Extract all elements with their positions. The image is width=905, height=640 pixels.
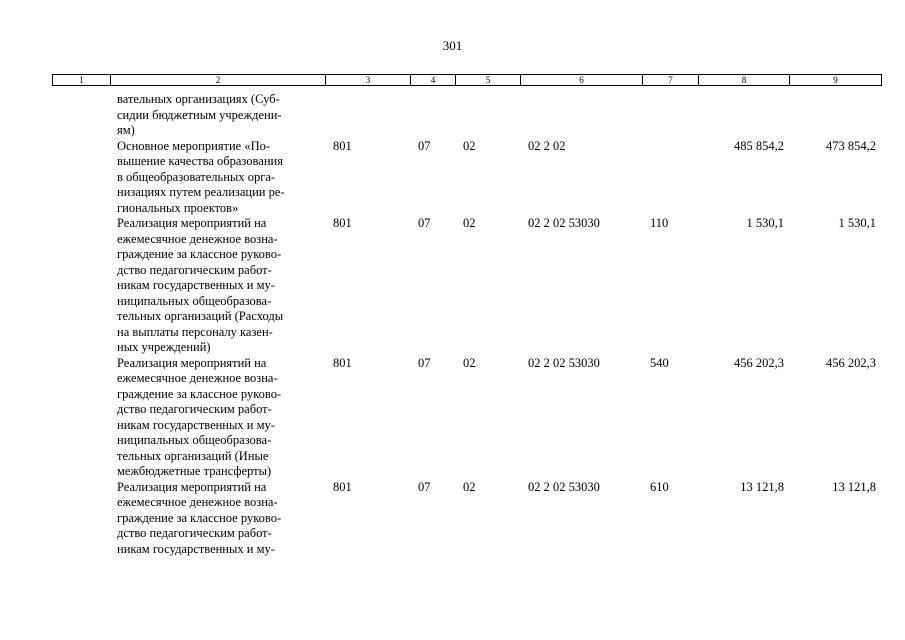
row-name-line: низациях путем реализации ре-	[117, 185, 285, 199]
row-name-line: на выплаты персоналу казен-	[117, 324, 273, 339]
cell-c5: 02	[463, 479, 476, 494]
cell-c7: 610	[650, 479, 669, 494]
row-name-line: тельных организаций (Иные	[117, 448, 269, 463]
cell-c3: 801	[333, 216, 352, 230]
row-name	[117, 139, 332, 217]
header-col-1: 1	[53, 75, 111, 86]
cell-c9: 1 530,1	[838, 216, 876, 230]
row-name-line: никам государственных и му-	[117, 278, 275, 292]
row-name-line: межбюджетные трансферты)	[117, 464, 272, 478]
row-name-line: граждение за классное руково-	[117, 510, 282, 525]
cell-c7: 540	[650, 355, 669, 370]
row-name	[117, 216, 332, 356]
row-name	[117, 480, 332, 558]
cell-c4: 07	[418, 355, 431, 370]
row-name-line: никам государственных и му-	[117, 417, 275, 432]
cell-c6: 02 2 02	[528, 138, 566, 153]
column-number-header	[52, 74, 882, 86]
row-name-line: ежемесячное денежное возна-	[117, 231, 278, 246]
table-row	[0, 216, 905, 356]
cell-c9: 13 121,8	[832, 479, 876, 494]
row-name-line: дство педагогическим работ-	[117, 526, 272, 540]
cell-c7: 110	[650, 216, 669, 230]
cell-c8: 485 854,2	[734, 138, 784, 153]
row-name-line: граждение за классное руково-	[117, 247, 282, 261]
row-name-line: вышение качества образования	[117, 154, 283, 168]
row-name-line: Реализация мероприятий на	[117, 479, 267, 494]
row-name	[117, 356, 332, 480]
cell-c3: 801	[333, 479, 352, 494]
row-name-line: гиональных проектов»	[117, 200, 239, 215]
row-name-line: никам государственных и му-	[117, 541, 275, 556]
row-name-line: ежемесячное денежное возна-	[117, 495, 278, 509]
cell-c5: 02	[463, 138, 476, 153]
cell-c8: 456 202,3	[734, 355, 784, 370]
row-name-line: граждение за классное руково-	[117, 386, 282, 401]
cell-c6: 02 2 02 53030	[528, 216, 600, 230]
cell-c5: 02	[463, 355, 476, 370]
table-row	[0, 92, 905, 139]
row-name-line: вательных организациях (Суб-	[117, 92, 280, 106]
row-name-line: Реализация мероприятий на	[117, 216, 267, 230]
row-name-line: ям)	[117, 123, 135, 137]
cell-c4: 07	[418, 138, 431, 153]
cell-c6: 02 2 02 53030	[528, 355, 600, 370]
row-name-line: тельных организаций (Расходы	[117, 309, 284, 323]
header-col-5: 5	[456, 75, 521, 86]
budget-table-body	[0, 92, 905, 557]
cell-c4: 07	[418, 216, 431, 230]
row-name	[117, 92, 332, 139]
row-name-line: сидии бюджетным учреждени-	[117, 107, 282, 122]
cell-c3: 801	[333, 138, 352, 153]
cell-c6: 02 2 02 53030	[528, 479, 600, 494]
row-name-line: ниципальных общеобразова-	[117, 433, 272, 447]
table-row	[0, 356, 905, 480]
cell-c8: 13 121,8	[740, 479, 784, 494]
header-col-9: 9	[790, 75, 882, 86]
cell-c3: 801	[333, 355, 352, 370]
row-name-line: Реализация мероприятий на	[117, 355, 267, 370]
cell-c5: 02	[463, 216, 476, 230]
row-name-line: в общеобразовательных орга-	[117, 169, 276, 184]
row-name-line: дство педагогическим работ-	[117, 262, 272, 277]
header-col-3: 3	[326, 75, 411, 86]
table-row	[0, 480, 905, 558]
page-number: 301	[442, 38, 463, 53]
cell-c4: 07	[418, 479, 431, 494]
row-name-line: Основное мероприятие «По-	[117, 138, 271, 153]
header-col-4: 4	[411, 75, 456, 86]
cell-c8: 1 530,1	[746, 216, 784, 230]
row-name-line: ниципальных общеобразова-	[117, 293, 272, 308]
row-name-line: ежемесячное денежное возна-	[117, 371, 278, 385]
header-col-2: 2	[111, 75, 326, 86]
cell-c9: 456 202,3	[826, 355, 876, 370]
header-col-8: 8	[699, 75, 790, 86]
row-name-line: ных учреждений)	[117, 340, 211, 354]
cell-c9: 473 854,2	[826, 138, 876, 153]
header-col-6: 6	[521, 75, 643, 86]
table-row	[0, 139, 905, 217]
row-name-line: дство педагогическим работ-	[117, 402, 272, 416]
header-col-7: 7	[643, 75, 699, 86]
